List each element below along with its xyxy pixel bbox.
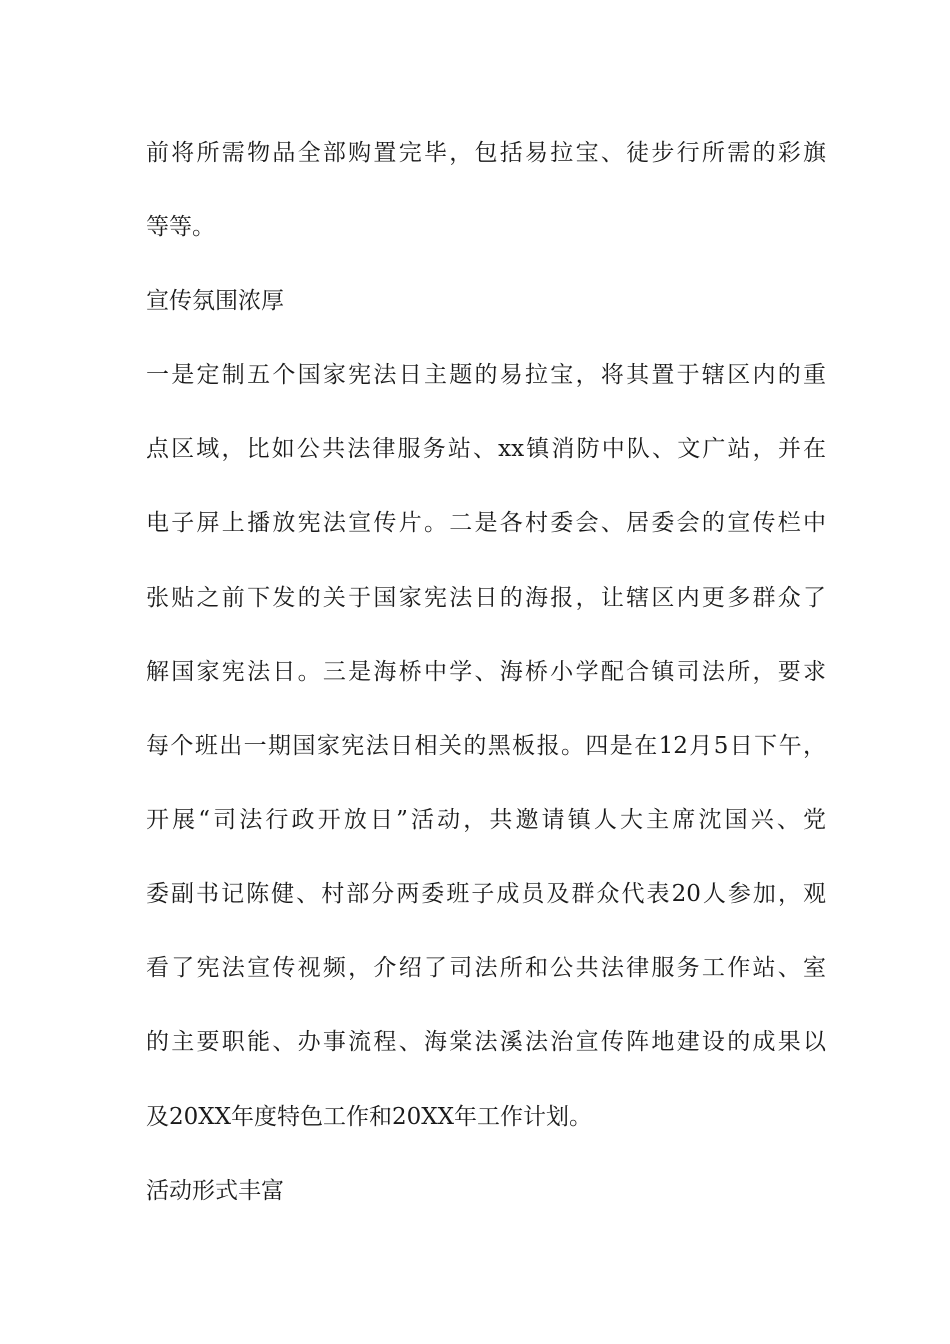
paragraph-line: 开展“司法行政开放日”活动，共邀请镇人大主席沈国兴、党: [146, 807, 826, 833]
paragraph-line: 的主要职能、办事流程、海棠法溪法治宣传阵地建设的成果以: [146, 1029, 826, 1055]
paragraph-line: 前将所需物品全部购置完毕，包括易拉宝、徒步行所需的彩旗: [146, 140, 826, 166]
paragraph-line: 等等。: [146, 214, 215, 240]
paragraph-line: 及20XX年度特色工作和20XX年工作计划。: [146, 1104, 593, 1130]
paragraph-line: 解国家宪法日。三是海桥中学、海桥小学配合镇司法所，要求: [146, 659, 826, 685]
section-heading: 活动形式丰富: [146, 1178, 284, 1204]
paragraph-line: 张贴之前下发的关于国家宪法日的海报，让辖区内更多群众了: [146, 585, 826, 611]
paragraph-line: 点区域，比如公共法律服务站、xx镇消防中队、文广站，并在: [146, 436, 826, 462]
paragraph-line: 一是定制五个国家宪法日主题的易拉宝，将其置于辖区内的重: [146, 362, 826, 388]
paragraph-line: 看了宪法宣传视频，介绍了司法所和公共法律服务工作站、室: [146, 955, 826, 981]
paragraph-line: 委副书记陈健、村部分两委班子成员及群众代表20人参加，观: [146, 881, 826, 907]
paragraph-line: 每个班出一期国家宪法日相关的黑板报。四是在12月5日下午，: [146, 733, 826, 759]
section-heading: 宣传氛围浓厚: [146, 288, 284, 314]
paragraph-line: 电子屏上播放宪法宣传片。二是各村委会、居委会的宣传栏中: [146, 510, 826, 536]
